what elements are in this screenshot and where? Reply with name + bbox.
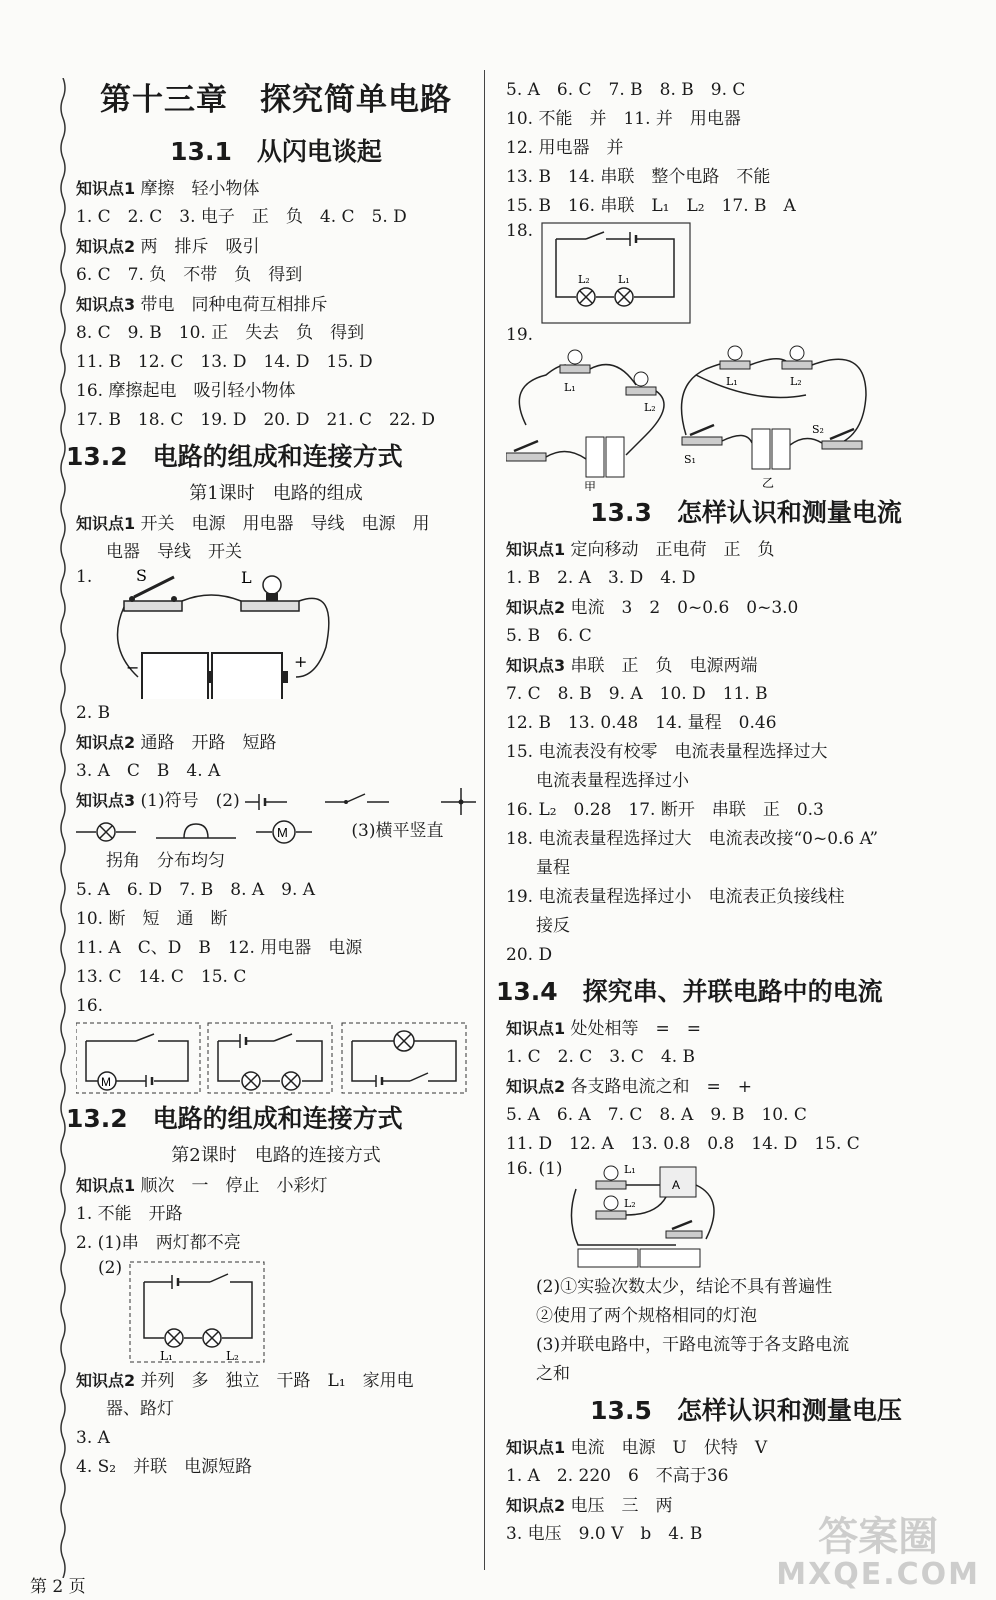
answer-line: 器、路灯 bbox=[106, 1399, 174, 1419]
watermark: 答案圈 MXQE.COM bbox=[776, 1514, 980, 1592]
knowledge-point-label: 知识点1 bbox=[76, 179, 136, 198]
conclusion-line: 之和 bbox=[536, 1364, 570, 1384]
svg-text:L₂: L₂ bbox=[578, 273, 590, 286]
section-13-2-answers-b bbox=[76, 876, 476, 1021]
answer-line: 4. S₂ 并联 电源短路 bbox=[76, 1457, 253, 1477]
conclusion-line: ②使用了两个规格相同的灯泡 bbox=[536, 1306, 757, 1326]
figure-16-circuits bbox=[76, 1021, 476, 1097]
svg-text:L₁: L₁ bbox=[564, 381, 576, 394]
knowledge-point-label: 知识点2 bbox=[76, 733, 136, 752]
figure-19-circuits: 19. L₁ L₂ 甲 L₁ L₂ S₁ 乙 S₂ bbox=[506, 325, 986, 491]
section-13-4-conclusions bbox=[506, 1273, 986, 1389]
figure-16-experiment: 16. (1) L₁ L₂ A bbox=[506, 1159, 986, 1273]
answer-line: 知识点1 电流 电源 U 伏特 V bbox=[506, 1438, 768, 1458]
svg-text:L₂: L₂ bbox=[790, 375, 802, 388]
answer-line: 12. 用电器 并 bbox=[506, 138, 624, 158]
figure-18-circuit: 18. L₂ L₁ bbox=[506, 221, 986, 325]
lesson-2-title: 第2课时 电路的连接方式 bbox=[171, 1145, 381, 1166]
section-13-3-title: 13.3 怎样认识和测量电流 bbox=[590, 498, 902, 527]
circuit-symbols-row2 bbox=[76, 818, 346, 846]
figure-1-circuit: 1. S L − + bbox=[76, 567, 476, 699]
svg-text:A: A bbox=[672, 1178, 681, 1192]
answer-line: 15. B 16. 串联 L₁ L₂ 17. B A bbox=[506, 196, 796, 216]
answer-line: 16. L₂ 0.28 17. 断开 串联 正 0.3 bbox=[506, 800, 824, 820]
plus-sign: + bbox=[294, 652, 308, 671]
svg-text:L₁: L₁ bbox=[624, 1163, 636, 1176]
answer-line: 知识点3 串联 正 负 电源两端 bbox=[506, 656, 758, 676]
answer-line: 6. C 7. 负 不带 负 得到 bbox=[76, 265, 303, 285]
answer-line: 知识点2 电压 三 两 bbox=[506, 1496, 673, 1516]
answer-line: 知识点1 顺次 一 停止 小彩灯 bbox=[76, 1176, 328, 1196]
left-column bbox=[66, 70, 476, 1482]
svg-text:L₁: L₁ bbox=[726, 375, 738, 388]
answer-line-kp3: 知识点3 (1)符号 (2) bbox=[76, 786, 476, 815]
section-13-2-title: 13.2 电路的组成和连接方式 bbox=[66, 442, 403, 471]
answer-line: 16. bbox=[76, 996, 104, 1016]
knowledge-point-label: 知识点2 bbox=[506, 1077, 566, 1096]
svg-text:乙: 乙 bbox=[762, 476, 775, 490]
answer-line: 19. 电流表量程选择过小 电流表正负接线柱 bbox=[506, 887, 845, 907]
answer-line: 知识点2 两 排斥 吸引 bbox=[76, 237, 260, 257]
answer-line: 2. B bbox=[76, 703, 111, 723]
knowledge-point-label: 知识点1 bbox=[506, 540, 566, 559]
knowledge-point-label: 知识点1 bbox=[76, 1176, 136, 1195]
answer-line: 7. C 8. B 9. A 10. D 11. B bbox=[506, 684, 768, 704]
answer-line-kp3-symbols: M (3)横平竖直 bbox=[76, 815, 476, 847]
answer-line: 拐角 分布均匀 bbox=[106, 851, 225, 871]
answer-line: 3. 电压 9.0 V b 4. B bbox=[506, 1524, 703, 1544]
knowledge-point-label: 知识点1 bbox=[76, 514, 136, 533]
answer-line: 知识点1 摩擦 轻小物体 bbox=[76, 179, 260, 199]
answer-line: 1. B 2. A 3. D 4. D bbox=[506, 568, 696, 588]
section-13-3-answers bbox=[506, 535, 986, 970]
answer-line: 1. C 2. C 3. C 4. B bbox=[506, 1047, 696, 1067]
answer-line: 15. 电流表没有校零 电流表量程选择过大 bbox=[506, 742, 828, 762]
knowledge-point-label: 知识点1 bbox=[506, 1019, 566, 1038]
minus-sign: − bbox=[126, 658, 140, 677]
conclusion-line: (2)①实验次数太少，结论不具有普遍性 bbox=[536, 1277, 833, 1297]
conclusion-line: (3)并联电路中，干路电流等于各支路电流 bbox=[536, 1335, 850, 1355]
answer-line: 13. B 14. 串联 整个电路 不能 bbox=[506, 167, 771, 187]
answer-line: 5. A 6. C 7. B 8. B 9. C bbox=[506, 80, 746, 100]
answer-line: 1. C 2. C 3. 电子 正 负 4. C 5. D bbox=[76, 207, 407, 227]
page-number: 第 2 页 bbox=[30, 1577, 86, 1597]
svg-text:S₂: S₂ bbox=[812, 423, 824, 436]
answer-line: 知识点1 处处相等 = = bbox=[506, 1019, 702, 1039]
right-column bbox=[496, 76, 986, 1549]
answer-line: 知识点2 并列 多 独立 干路 L₁ 家用电 bbox=[76, 1371, 414, 1391]
knowledge-point-label: 知识点2 bbox=[506, 1496, 566, 1515]
knowledge-point-label: 知识点2 bbox=[76, 1371, 136, 1390]
answer-line: 3. A bbox=[76, 1428, 110, 1448]
answer-line: 5. A 6. A 7. C 8. A 9. B 10. C bbox=[506, 1105, 807, 1125]
answer-line: 知识点2 通路 开路 短路 bbox=[76, 733, 277, 753]
svg-text:M: M bbox=[101, 1075, 111, 1089]
svg-text:L₂: L₂ bbox=[644, 401, 656, 414]
svg-text:甲: 甲 bbox=[584, 480, 597, 491]
answer-line: 电器 导线 开关 bbox=[106, 542, 242, 562]
section-13-2-title-lesson2: 13.2 电路的组成和连接方式 bbox=[66, 1104, 403, 1133]
knowledge-point-label: 知识点3 bbox=[76, 791, 136, 810]
svg-text:L₁: L₁ bbox=[618, 273, 630, 286]
answer-line: 10. 断 短 通 断 bbox=[76, 909, 228, 929]
answer-line: 知识点2 电流 3 2 0~0.6 0~3.0 bbox=[506, 598, 799, 618]
answer-line: 5. B 6. C bbox=[506, 626, 592, 646]
answer-line: 11. B 12. C 13. D 14. D 15. D bbox=[76, 352, 373, 372]
knowledge-point-label: 知识点1 bbox=[506, 1438, 566, 1457]
svg-text:L₁: L₁ bbox=[160, 1349, 173, 1363]
answer-line: 17. B 18. C 19. D 20. D 21. C 22. D bbox=[76, 410, 436, 430]
answer-line: 1. A 2. 220 6 不高于36 bbox=[506, 1466, 729, 1486]
answer-line: 11. D 12. A 13. 0.8 0.8 14. D 15. C bbox=[506, 1134, 860, 1154]
section-13-2-answers-a bbox=[76, 699, 476, 786]
answer-line: 接反 bbox=[536, 916, 570, 936]
answer-line: 12. B 13. 0.48 14. 量程 0.46 bbox=[506, 713, 777, 733]
answer-line: 知识点1 定向移动 正电荷 正 负 bbox=[506, 540, 775, 560]
answer-line: 10. 不能 并 11. 并 用电器 bbox=[506, 109, 741, 129]
answer-line: 知识点1 开关 电源 用电器 导线 电源 用 bbox=[76, 514, 430, 534]
answer-line: 16. 摩擦起电 吸引轻小物体 bbox=[76, 381, 296, 401]
lesson-2-answers-a bbox=[76, 1171, 476, 1258]
right-top-answers bbox=[506, 76, 986, 221]
figure-2-series-circuit: (2) L₁ L₂ bbox=[76, 1258, 476, 1366]
switch-label: S bbox=[136, 567, 147, 585]
answer-line: 量程 bbox=[536, 858, 570, 878]
answer-line: 知识点2 各支路电流之和 = + bbox=[506, 1077, 753, 1097]
answer-line: 20. D bbox=[506, 945, 553, 965]
knowledge-point-label: 知识点3 bbox=[76, 295, 136, 314]
column-divider bbox=[484, 70, 485, 1570]
answer-line: 13. C 14. C 15. C bbox=[76, 967, 247, 987]
knowledge-point-label: 知识点3 bbox=[506, 656, 566, 675]
knowledge-point-label: 知识点2 bbox=[506, 598, 566, 617]
section-13-5-title: 13.5 怎样认识和测量电压 bbox=[590, 1396, 902, 1425]
section-13-1-title: 13.1 从闪电谈起 bbox=[170, 137, 382, 166]
section-13-4-title: 13.4 探究串、并联电路中的电流 bbox=[496, 977, 883, 1006]
lesson-2-answers-b bbox=[76, 1424, 476, 1482]
svg-text:S₁: S₁ bbox=[684, 453, 696, 466]
answer-line: 8. C 9. B 10. 正 失去 负 得到 bbox=[76, 323, 365, 343]
answer-line: 18. 电流表量程选择过大 电流表改接“0~0.6 A” bbox=[506, 829, 879, 849]
section-13-4-answers bbox=[506, 1014, 986, 1159]
answer-line: 2. (1)串 两灯都不亮 bbox=[76, 1233, 241, 1253]
lesson-1-title: 第1课时 电路的组成 bbox=[189, 483, 363, 504]
answer-line: 3. A C B 4. A bbox=[76, 761, 221, 781]
section-13-1-answers bbox=[76, 174, 476, 435]
svg-text:L₂: L₂ bbox=[226, 1349, 239, 1363]
svg-text:L₂: L₂ bbox=[624, 1197, 636, 1210]
answer-line: 11. A C、D B 12. 用电器 电源 bbox=[76, 938, 363, 958]
answer-line: 电流表量程选择过小 bbox=[536, 771, 689, 791]
lamp-label: L bbox=[241, 568, 252, 587]
left-wavy-border bbox=[58, 78, 68, 1578]
knowledge-point-label: 知识点2 bbox=[76, 237, 136, 256]
answer-line: 知识点3 带电 同种电荷互相排斥 bbox=[76, 295, 328, 315]
answer-line: 5. A 6. D 7. B 8. A 9. A bbox=[76, 880, 316, 900]
circuit-symbols-row1 bbox=[245, 788, 476, 816]
chapter-title: 第十三章 探究简单电路 bbox=[100, 82, 452, 118]
svg-text:M: M bbox=[277, 824, 288, 840]
answer-line: 1. 不能 开路 bbox=[76, 1204, 183, 1224]
